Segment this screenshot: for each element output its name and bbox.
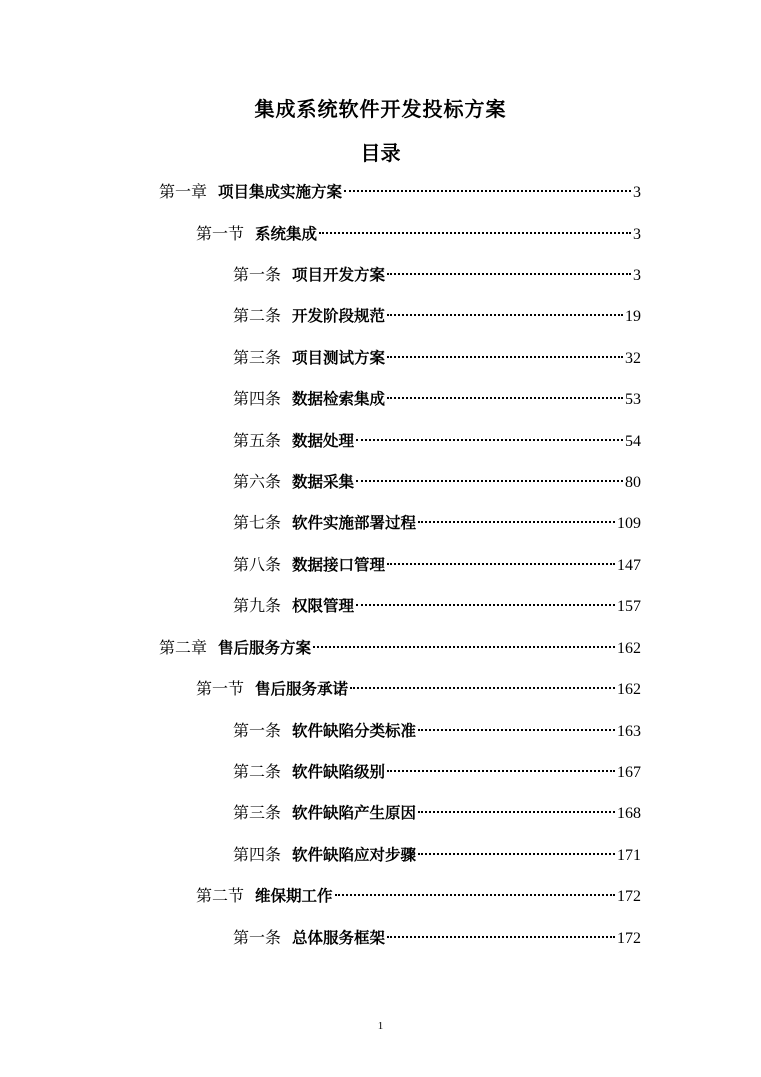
toc-dot-leader (356, 480, 623, 482)
toc-entry-page: 172 (617, 930, 641, 947)
toc-entry-number: 第二章 (159, 638, 208, 657)
toc-entry[interactable] (196, 882, 641, 910)
toc-entry-page: 19 (625, 308, 641, 325)
toc-entry-page: 53 (625, 391, 641, 408)
toc-dot-leader (313, 646, 615, 648)
toc-entry-number: 第四条 (233, 845, 282, 864)
toc-dot-leader (387, 563, 615, 565)
toc-entry[interactable] (233, 344, 641, 372)
toc-entry[interactable] (233, 924, 641, 952)
toc-entry-number: 第一条 (233, 721, 282, 740)
toc-entry-page: 168 (617, 805, 641, 822)
toc-entry[interactable] (233, 302, 641, 330)
toc-entry-page: 80 (625, 474, 641, 491)
toc-entry[interactable] (159, 178, 641, 206)
toc-entry-number: 第六条 (233, 472, 282, 491)
toc-dot-leader (319, 232, 631, 234)
toc-dot-leader (418, 853, 615, 855)
toc-entry-title: 软件缺陷产生原因 (292, 804, 417, 822)
toc-entry-title: 数据处理 (292, 432, 355, 450)
toc-entry-title: 维保期工作 (255, 887, 333, 905)
toc-entry-number: 第四条 (233, 389, 282, 408)
toc-entry-title: 项目测试方案 (292, 349, 386, 367)
toc-dot-leader (356, 604, 615, 606)
toc-entry[interactable] (233, 385, 641, 413)
toc-entry-title: 系统集成 (255, 225, 318, 243)
toc-entry-number: 第九条 (233, 596, 282, 615)
toc-entry[interactable] (196, 675, 641, 703)
toc-entry-page: 162 (617, 681, 641, 698)
toc-dot-leader (356, 439, 623, 441)
toc-entry[interactable] (233, 592, 641, 620)
toc-dot-leader (387, 314, 623, 316)
toc-entry[interactable] (233, 468, 641, 496)
toc-dot-leader (418, 521, 615, 523)
toc-dot-leader (418, 729, 615, 731)
toc-entry-page: 163 (617, 723, 641, 740)
toc-entry-page: 3 (633, 184, 641, 201)
toc-entry-page: 109 (617, 515, 641, 532)
toc-entry-page: 171 (617, 847, 641, 864)
toc-entry-page: 147 (617, 557, 641, 574)
toc-entry[interactable] (233, 427, 641, 455)
toc-entry-number: 第一条 (233, 928, 282, 947)
toc-entry-title: 总体服务框架 (292, 929, 386, 947)
toc-entry[interactable] (233, 551, 641, 579)
toc-dot-leader (387, 397, 623, 399)
toc-dot-leader (387, 356, 623, 358)
toc-entry-number: 第八条 (233, 555, 282, 574)
toc-entry-number: 第一条 (233, 265, 282, 284)
toc-entry-title: 数据接口管理 (292, 556, 386, 574)
toc-entry-page: 167 (617, 764, 641, 781)
toc-entry-title: 开发阶段规范 (292, 307, 386, 325)
toc-entry[interactable] (233, 841, 641, 869)
page-number: 1 (377, 1020, 384, 1032)
toc-entry-number: 第二条 (233, 762, 282, 781)
toc-entry-page: 32 (625, 350, 641, 367)
toc-entry-page: 3 (633, 267, 641, 284)
toc-dot-leader (344, 190, 631, 192)
toc-entry-number: 第一章 (159, 182, 208, 201)
toc-entry-title: 软件实施部署过程 (292, 514, 417, 532)
toc-entry-number: 第一节 (196, 224, 245, 243)
toc-entry-number: 第一节 (196, 679, 245, 698)
toc-entry-page: 157 (617, 598, 641, 615)
toc-entry-number: 第七条 (233, 513, 282, 532)
toc-entry[interactable] (196, 220, 641, 248)
toc-entry-page: 3 (633, 226, 641, 243)
toc-entry[interactable] (233, 758, 641, 786)
toc-dot-leader (387, 936, 615, 938)
toc-entry-title: 售后服务方案 (218, 639, 312, 657)
toc-entry[interactable] (233, 717, 641, 745)
toc-entry-title: 权限管理 (292, 597, 355, 615)
toc-entry-page: 172 (617, 888, 641, 905)
toc-entry[interactable] (159, 634, 641, 662)
toc-entry-title: 软件缺陷应对步骤 (292, 846, 417, 864)
toc-entry-title: 软件缺陷级别 (292, 763, 386, 781)
toc-entry-number: 第三条 (233, 803, 282, 822)
toc-entry-number: 第五条 (233, 431, 282, 450)
toc-entry-title: 数据采集 (292, 473, 355, 491)
toc-dot-leader (335, 894, 615, 896)
toc-entry-title: 软件缺陷分类标准 (292, 722, 417, 740)
toc-heading: 目录 (360, 141, 401, 165)
toc-entry-title: 售后服务承诺 (255, 680, 349, 698)
toc-entry-page: 162 (617, 640, 641, 657)
toc-entry-number: 第二条 (233, 306, 282, 325)
toc-dot-leader (387, 273, 631, 275)
toc-entry-title: 项目集成实施方案 (218, 183, 343, 201)
toc-dot-leader (350, 687, 615, 689)
toc-entry[interactable] (233, 799, 641, 827)
toc-dot-leader (418, 811, 615, 813)
toc-entry-number: 第三条 (233, 348, 282, 367)
toc-entry[interactable] (233, 509, 641, 537)
toc-dot-leader (387, 770, 615, 772)
toc-entry-title: 数据检索集成 (292, 390, 386, 408)
toc-entry-number: 第二节 (196, 886, 245, 905)
document-title: 集成系统软件开发投标方案 (254, 97, 507, 121)
toc-entry-page: 54 (625, 433, 641, 450)
toc-entry[interactable] (233, 261, 641, 289)
toc-entry-title: 项目开发方案 (292, 266, 386, 284)
